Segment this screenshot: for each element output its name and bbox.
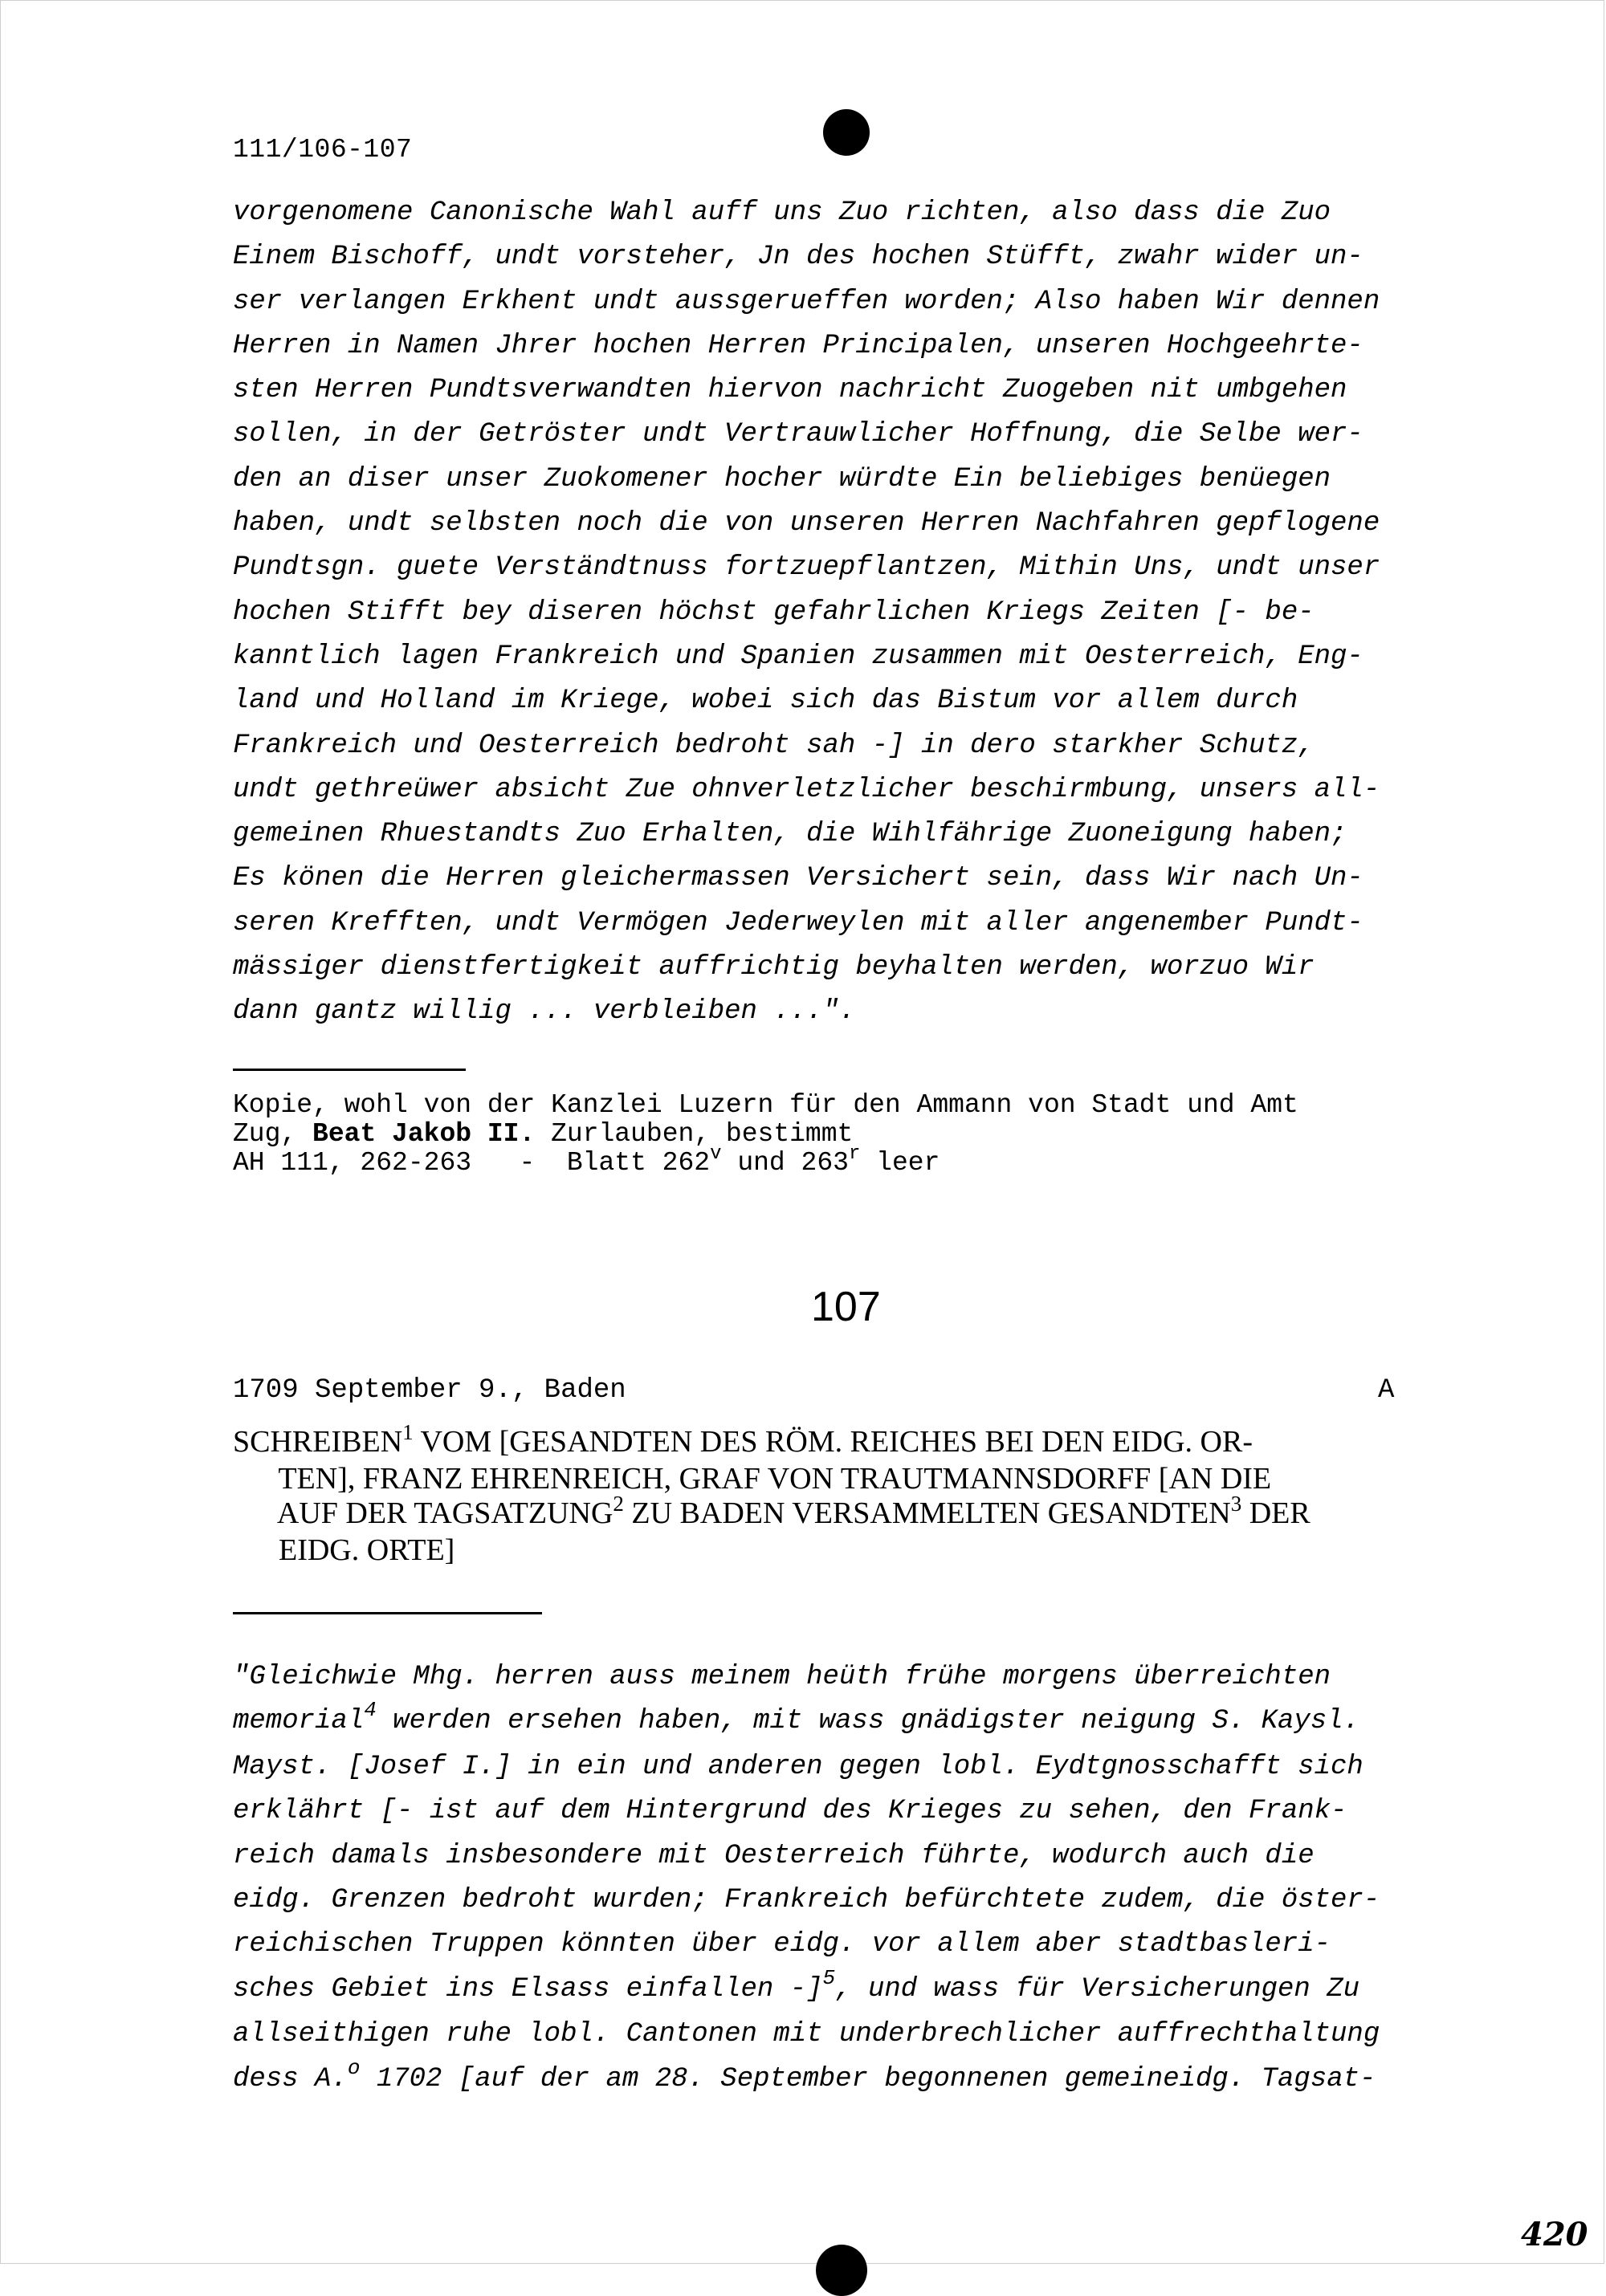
section-divider	[233, 1612, 542, 1614]
text-line: erklährt [- ist auf dem Hintergrund des Krieges zu sehen, den Frank-	[233, 1796, 1347, 1827]
footnote-marker: 4	[364, 1698, 377, 1723]
heading-part: SCHREIBEN	[233, 1425, 403, 1459]
text-line: Es könen die Herren gleichermassen Versichert sein, dass Wir nach Un-	[233, 863, 1363, 894]
heading-part: ZU BADEN VERSAMMELTEN GESANDTEN	[623, 1496, 1231, 1530]
recto-superscript: r	[848, 1143, 861, 1165]
footnote-marker: 5	[822, 1965, 836, 1990]
text-line: dess A.	[233, 2063, 348, 2094]
text-line: Einem Bischoff, undt vorsteher, Jn des hochen Stüfft, zwahr wider un-	[233, 242, 1363, 273]
document-heading	[233, 1420, 1486, 1568]
note-line-prefix: Zug,	[233, 1119, 313, 1149]
document-marker: A	[1378, 1375, 1395, 1406]
note-line: Kopie, wohl von der Kanzlei Luzern für den Ammann von Stadt und Amt	[233, 1090, 1298, 1120]
text-line: , und wass für Versicherungen Zu	[835, 1973, 1360, 2005]
text-line: hochen Stifft bey diseren höchst gefahrlichen Kriegs Zeiten [- be-	[233, 596, 1315, 628]
archive-reference-mid: und 263	[721, 1148, 849, 1178]
text-line: "Gleichwie Mhg. herren auss meinem heüth frühe morgens überreichten	[233, 1662, 1331, 1692]
page-reference: 111/106-107	[233, 135, 413, 165]
document-number: 107	[811, 1284, 881, 1330]
footnote-marker: 3	[1230, 1492, 1242, 1516]
text-line: vorgenomene Canonische Wahl auff uns Zuo richten, also dass die Zuo	[233, 197, 1331, 228]
person-name: Beat Jakob II.	[312, 1119, 536, 1149]
footnote-marker: 1	[402, 1420, 414, 1444]
text-line: reich damals insbesondere mit Oesterreich führte, wodurch auch die	[233, 1840, 1315, 1871]
text-line: eidg. Grenzen bedroht wurden; Frankreich befürchtete zudem, die öster-	[233, 1885, 1380, 1916]
section-divider	[233, 1069, 466, 1071]
archive-reference: AH 111, 262-263 - Blatt 262	[233, 1148, 711, 1178]
previous-document-text	[233, 191, 1469, 1035]
heading-part: DER EIDG. ORTE]	[279, 1496, 1310, 1567]
text-line: mässiger dienstfertigkeit auffrichtig beyhalten werden, worzuo Wir	[233, 952, 1315, 983]
text-line: den an diser unser Zuokomener hocher würdte Ein beliebiges benüegen	[233, 463, 1331, 495]
text-line: Frankreich und Oesterreich bedroht sah -] in dero starkher Schutz,	[233, 730, 1315, 761]
text-line: Pundtsgn. guete Verständtnuss fortzuepflantzen, Mithin Uns, undt unser	[233, 552, 1380, 584]
punch-hole-mark	[816, 2245, 867, 2296]
text-line: undt gethreüwer absicht Zue ohnverletzlicher beschirmbung, unsers all-	[233, 774, 1380, 805]
text-line: reichischen Truppen könnten über eidg. vor allem aber stadtbasleri-	[233, 1929, 1331, 1960]
note-line-suffix: Zurlauben, bestimmt	[535, 1119, 854, 1149]
text-line: allseithigen ruhe lobl. Cantonen mit underbrechlicher auffrechthaltung	[233, 2019, 1380, 2050]
footnote-marker: 2	[613, 1492, 624, 1516]
text-line: ser verlangen Erkhent undt aussgerueffen worden; Also haben Wir dennen	[233, 286, 1380, 317]
verso-superscript: v	[710, 1143, 722, 1165]
text-line: 1702 [auf der am 28. September begonnenen gemeineidg. Tagsat-	[360, 2063, 1376, 2094]
degree-superscript: o	[347, 2055, 361, 2080]
text-line: Mayst. [Josef I.] in ein und anderen gegen lobl. Eydtgnosschafft sich	[233, 1751, 1363, 1782]
text-line: dann gantz willig ... verbleiben ...".	[233, 996, 856, 1028]
text-line: land und Holland im Kriege, wobei sich das Bistum vor allem durch	[233, 686, 1298, 717]
text-line: gemeinen Rhuestandts Zuo Erhalten, die Wihlfährige Zuoneigung haben;	[233, 819, 1347, 850]
archive-reference-end: leer	[860, 1148, 940, 1178]
text-line: seren Krefften, undt Vermögen Jederweylen mit aller angenember Pundt-	[233, 907, 1363, 938]
text-line: haben, undt selbsten noch die von unseren Herren Nachfahren gepflogene	[233, 508, 1380, 539]
text-line: Herren in Namen Jhrer hochen Herren Principalen, unseren Hochgeehrte-	[233, 330, 1363, 361]
text-line: werden ersehen haben, mit wass gnädigster neigung S. Kaysl.	[376, 1706, 1360, 1737]
text-line: kanntlich lagen Frankreich und Spanien zusammen mit Oesterreich, Eng-	[233, 641, 1363, 672]
letter-body	[233, 1655, 1469, 2103]
text-line: sten Herren Pundtsverwandten hiervon nachricht Zuogeben nit umbgehen	[233, 375, 1347, 406]
date-place: 1709 September 9., Baden	[233, 1375, 626, 1406]
heading-part: VOM [GESANDTEN DES RÖM. REICHES BEI DEN EIDG. OR- TEN], FRANZ EHRENREICH, GRAF VON TRAUTMANNSDORFF [AN DIE AUF DER TAGSATZUNG	[276, 1425, 1272, 1530]
punch-hole-mark	[823, 109, 870, 156]
text-line: sches Gebiet ins Elsass einfallen -]	[233, 1973, 823, 2005]
source-note	[233, 1091, 1486, 1180]
text-line: memorial	[233, 1706, 365, 1737]
text-line: sollen, in der Getröster undt Vertrauwlicher Hoffnung, die Selbe wer-	[233, 419, 1363, 450]
handwritten-page-number: 420	[1521, 2216, 1588, 2253]
